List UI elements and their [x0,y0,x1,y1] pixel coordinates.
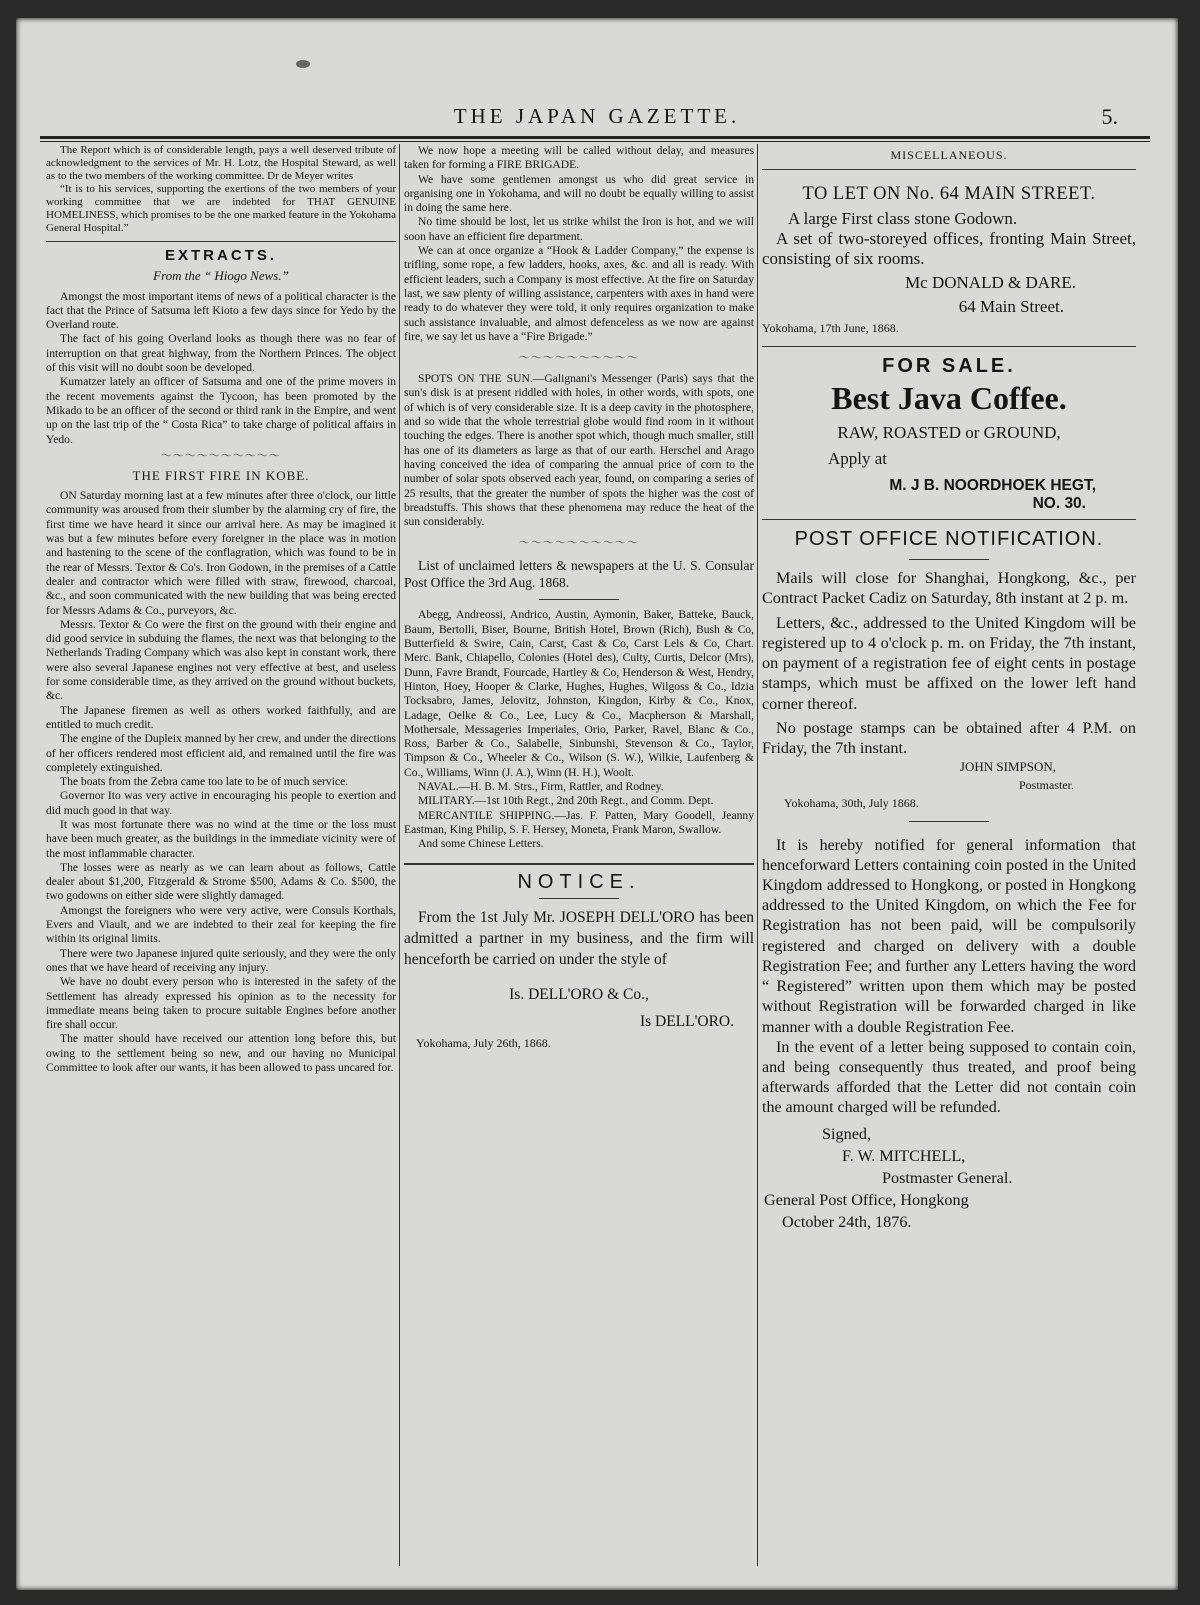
column-divider [757,144,758,1566]
article-paragraph: Messrs. Textor & Co were the first on the ground with their engine and did good service in subduing the flames, the next was that belonging to the Netherlands Trading Company which was also kept in constant work, there were also several Japanese engines not very effective at best, and useless for some considerable time, as they arrived on the ground without buckets, &c. [46,617,396,703]
hiogo-news-subheading: From the “ Hiogo News.” [153,268,289,284]
notice-heading: NOTICE. [517,871,641,894]
for-sale-line: RAW, ROASTED or GROUND, [837,423,1061,442]
for-sale-number: NO. 30. [1032,495,1086,512]
signed-label: Signed, [822,1124,872,1143]
article-paragraph: The engine of the Dupleix manned by her crew, and under the directions of her officers rendered most efficient aid, and remained until the fire was completely extinguished. [46,732,396,774]
post-office-paragraph: Mails will close for Shanghai, Hongkong, &c., per Contract Packet Cadiz on Saturday, 8th instant at 2 p. m. [762,569,1136,608]
page-number: 5. [1101,104,1118,129]
column-divider [399,144,400,1566]
naval-list: NAVAL.—H. B. M. Strs., Firm, Rattler, and Rodney. [418,779,664,793]
ornamental-divider: 〜〜〜〜〜〜〜〜〜〜 [519,537,639,550]
short-rule [909,821,989,822]
column-3 [762,144,1136,1233]
section-rule [404,863,754,865]
newspaper-title: THE JAPAN GAZETTE. [453,104,741,128]
to-let-date: Yokohama, 17th June, 1868. [762,321,899,335]
post-office-paragraph: Letters, &c., addressed to the United Kingdom will be registered up to 4 o'clock p. m. on Friday, the 7th instant, on payment of a registration fee of eight cents in postage stamps, which must be affixed on the lower left hand corner thereof. [762,613,1136,713]
article-paragraph: Amongst the foreigners who were very active, were Consuls Korthals, Evers and Viault, and we are indebted to their zeal for keeping the fire within its original limits. [46,903,396,946]
signer-name: F. W. MITCHELL, [842,1146,966,1165]
article-paragraph: Kumatzer lately an officer of Satsuma and one of the prime movers in the recent movements against the Tycoon, has been promoted by the Mikado to be an officer of the second or third rank in the Empire, and went up on the last trip of the “ Costa Rica” to take charge of political affairs in Yedo. [46,375,396,446]
post-office-signer: JOHN SIMPSON, [959,758,1056,774]
notice-date: Yokohama, July 26th, 1868. [416,1035,551,1050]
report-quote: “It is to his services, supporting the exertions of the two members of your working committee that we are indebted for THAT GENUINE HOMELINESS, which promises to be the one marked feature in the Yokohama General Hospital.” [46,183,396,234]
to-let-heading: TO LET ON No. 64 MAIN STREET. [802,184,1096,204]
paper-blemish [296,60,310,68]
post-office-role: Postmaster. [1018,777,1074,792]
notice-firm-name: Is. DELL'ORO & Co., [509,985,649,1003]
article-paragraph: Governor Ito was very active in encouraging his people to exertion and did much good in that way. [46,789,396,817]
article-paragraph: Amongst the most important items of news of a political character is the fact that the Prince of Satsuma left Kioto a few days since for Yedo by the Overland route. [46,289,396,332]
unclaimed-letters-intro: List of unclaimed letters & newspapers at the U. S. Consular Post Office the 3rd Aug. 1868. [404,558,754,591]
article-paragraph: It was most fortunate there was no wind at the time or the loss must have been much greater, as the buildings in the immediate vicinity were of the most inflammable character. [46,817,396,860]
newspaper-page [16,18,1178,1590]
article-paragraph: The Japanese firemen as well as others worked faithfully, and are entitled to much credit. [46,703,396,731]
section-rule [762,169,1136,170]
short-rule [539,898,619,899]
article-paragraph: The boats from the Zebra came too late to be of much service. [60,775,349,789]
office-date: October 24th, 1876. [782,1212,912,1231]
for-sale-firm: M. J B. NOORDHOEK HEGT, [889,477,1096,494]
chinese-letters: And some Chinese Letters. [418,837,544,851]
section-rule [762,519,1136,520]
military-list: MILITARY.—1st 10th Regt., 2nd 20th Regt., and Comm. Dept. [418,794,714,808]
article-paragraph: ON Saturday morning last at a few minutes after three o'clock, our little community was aroused from their slumber by the alarming cry of fire, the first time we have heard it since our arrival here. As may be imagined it was but a few minutes before every foreigner in the place was in motion and hastening to the scene of the conflagration, which was found to be in the rear of Messrs. Textor & Co's. Iron Godown, in the premises of a Cattle dealer and contractor which were filled with straw, firewood, charcoal, &c., and soon communicated with the new building that was being erected for Messrs Adams & Co., purveyors, &c. [46,489,396,617]
article-paragraph: We now hope a meeting will be called without delay, and measures taken for forming a FIRE BRIGADE. [404,144,754,172]
coin-notice-paragraph: In the event of a letter being supposed to contain coin, and being consequently thus treated, and proof being afterwards afforded that the Letter did not contain coin the amount charged will be refunded. [762,1038,1136,1117]
for-sale-apply: Apply at [828,449,888,468]
to-let-line: A set of two-storeyed offices, fronting Main Street, consisting of six rooms. [762,229,1136,268]
to-let-firm: Mc DONALD & DARE. [905,273,1076,292]
ornamental-divider: 〜〜〜〜〜〜〜〜〜〜 [161,449,281,462]
post-office-heading: POST OFFICE NOTIFICATION. [794,528,1104,550]
article-paragraph: We have no doubt every person who is interested in the safety of the Settlement has already expressed his opinion as to the necessity for immediate means being taken to procure suitable Engines before another fire shall occur. [46,975,396,1032]
article-paragraph: We can at once organize a “Hook & Ladder Company,” the expense is trifling, some rope, a few ladders, hooks, axes, &c. and all is ready. With efficient leaders, such a Company is most effective. At the fire on Saturday last, we saw plenty of willing assistance, carpenters with axes in hand were ready to do whatever they were told, it only requires organization to make such assistance invaluable, and almost defenceless as we now are against fire, we say let us have a “Fire Brigade.” [404,244,754,343]
to-let-line: A large First class stone Godown. [788,209,1018,228]
article-paragraph: There were two Japanese injured quite seriously, and they were the only ones that we have heard of receiving any injury. [46,946,396,974]
signer-role: Postmaster General. [882,1168,1013,1187]
to-let-address: 64 Main Street. [958,297,1064,316]
column-2 [404,144,754,1050]
short-rule [909,559,989,560]
report-paragraph: The Report which is of considerable length, pays a well deserved tribute of acknowledgment to the services of Mr. H. Lotz, the Hospital Steward, as well as to the two members of the working committee. Dr de Meyer writes [46,144,396,182]
fire-article-heading: THE FIRST FIRE IN KOBE. [132,467,310,483]
article-paragraph: No time should be lost, let us strike whilst the Iron is hot, and we will soon have an efficient fire department. [404,215,754,243]
short-rule [539,599,619,600]
coin-notice-paragraph: It is hereby notified for general information that henceforward Letters containing coin posted in the United Kingdom addressed to Hongkong, or posted in Hongkong addressed to the United Kingdom, on which the Fee for Registration has not been paid, will be compulsorily registered and charged on delivery with a double Registration Fee; and further any Letters having the word “ Registered” written upon them which may be posted without Registration will be forwarded charged in like manner with a double Registration Fee. [762,836,1136,1036]
notice-body: From the 1st July Mr. JOSEPH DELL'ORO has been admitted a partner in my business, and the firm will henceforth be carried on under the style of [404,908,754,968]
section-rule [762,346,1136,347]
masthead [36,96,1158,136]
sun-spots-paragraph: SPOTS ON THE SUN.—Galignani's Messenger (Paris) says that the sun's disk is at present riddled with holes, in other words, with spots, one of which is of very considerable size. It is a deep cavity in the photosphere, and so wide that the whole terrestrial globe would find room in it without touching the edges. There is another spot which, though much smaller, still has one of its diameters as large as that of our earth. Herschel and Arago having conceived the idea of comparing the annual price of corn to the number of solar spots observed each year, found, on comparing a series of 25 results, that the greater the number of spots the higher was the cost of breadstuffs. This shows that these phenomena may reduce the heat of the sun considerably. [404,372,754,529]
masthead-rule-thin [40,141,1150,142]
article-paragraph: We have some gentlemen amongst us who did great service in organising one in Yokohama, and will no doubt be equally willing to assist in doing the same here. [404,172,754,215]
for-sale-product: Best Java Coffee. [831,380,1067,416]
column-1 [46,144,396,1075]
masthead-rule [40,136,1150,139]
office-name: General Post Office, Hongkong [764,1190,969,1209]
ornamental-divider: 〜〜〜〜〜〜〜〜〜〜 [519,352,639,365]
unclaimed-letters-list: Abegg, Andreossi, Andrico, Austin, Aymonin, Baker, Batteke, Bauck, Baum, Bertolli, Biser, Bourne, British Hotel, Brown (Rich), Bush & Co, Butterfield & Swire, Cain, Carst, Cast & Co, Carst Lels & Co, Chart. Merc. Bank, Chiapello, Colonies (Hotel des), Culty, Curtis, Delcor (Mrs), Dunn, Favre Brandt, Fourcade, Hartley & Co, Henderson & West, Hendry, Hinton, Hoey, Hooper & Clarke, Hughes, Hughes, Wilgoss & Co., Idzia Tocksabro, James, Jelovitz, Johnston, Kingdon, Kirby & Co., Knox, Ladage, Oelke & Co., Lee, Lucy & Co., Macpherson & Marshall, Mothersale, Messageries Imperiales, Orio, Parker, Ravel, Blanc & Co., Ross, Barber & Co., Salabelle, Sinbunshi, Stevenson & Co., Taylor, Timpson & Co., Wheeler & Co., Wilson (S. W.), Wilkie, Laufenberg & Co., Williams, Winn (J. A.), Winn (H. H.), Woolt. [404,608,754,779]
post-office-paragraph: No postage stamps can be obtained after 4 P.M. on Friday, the 7th instant. [762,719,1136,758]
mercantile-list: MERCANTILE SHIPPING.—Jas. F. Patten, Mary Goodell, Jeanny Eastman, King Philip, S. F. Hersey, Moneta, Frank Maron, Swallow. [404,808,754,836]
article-paragraph: The matter should have received our attention long before this, but owing to the settlement being so new, and our having no Municipal Committee to look after our wants, it has been allowed to pass uncared for. [46,1032,396,1075]
extracts-heading: EXTRACTS. [164,247,277,264]
article-paragraph: The fact of his going Overland looks as though there was no fear of interruption on that great highway, from the Northern Princes. The object of this visit will no doubt soon be developed. [46,332,396,375]
miscellaneous-heading: MISCELLANEOUS. [890,148,1008,162]
section-rule [46,241,396,242]
notice-signature: Is DELL'ORO. [639,1012,734,1030]
post-office-date: Yokohama, 30th, July 1868. [784,795,919,810]
for-sale-heading: FOR SALE. [882,355,1016,377]
article-paragraph: The losses were as nearly as we can learn about as follows, Cattle dealer about $1,200, Fitzgerald & Strome $500, Adams & Co. $500, the two godowns on either side were slightly damaged. [46,860,396,903]
